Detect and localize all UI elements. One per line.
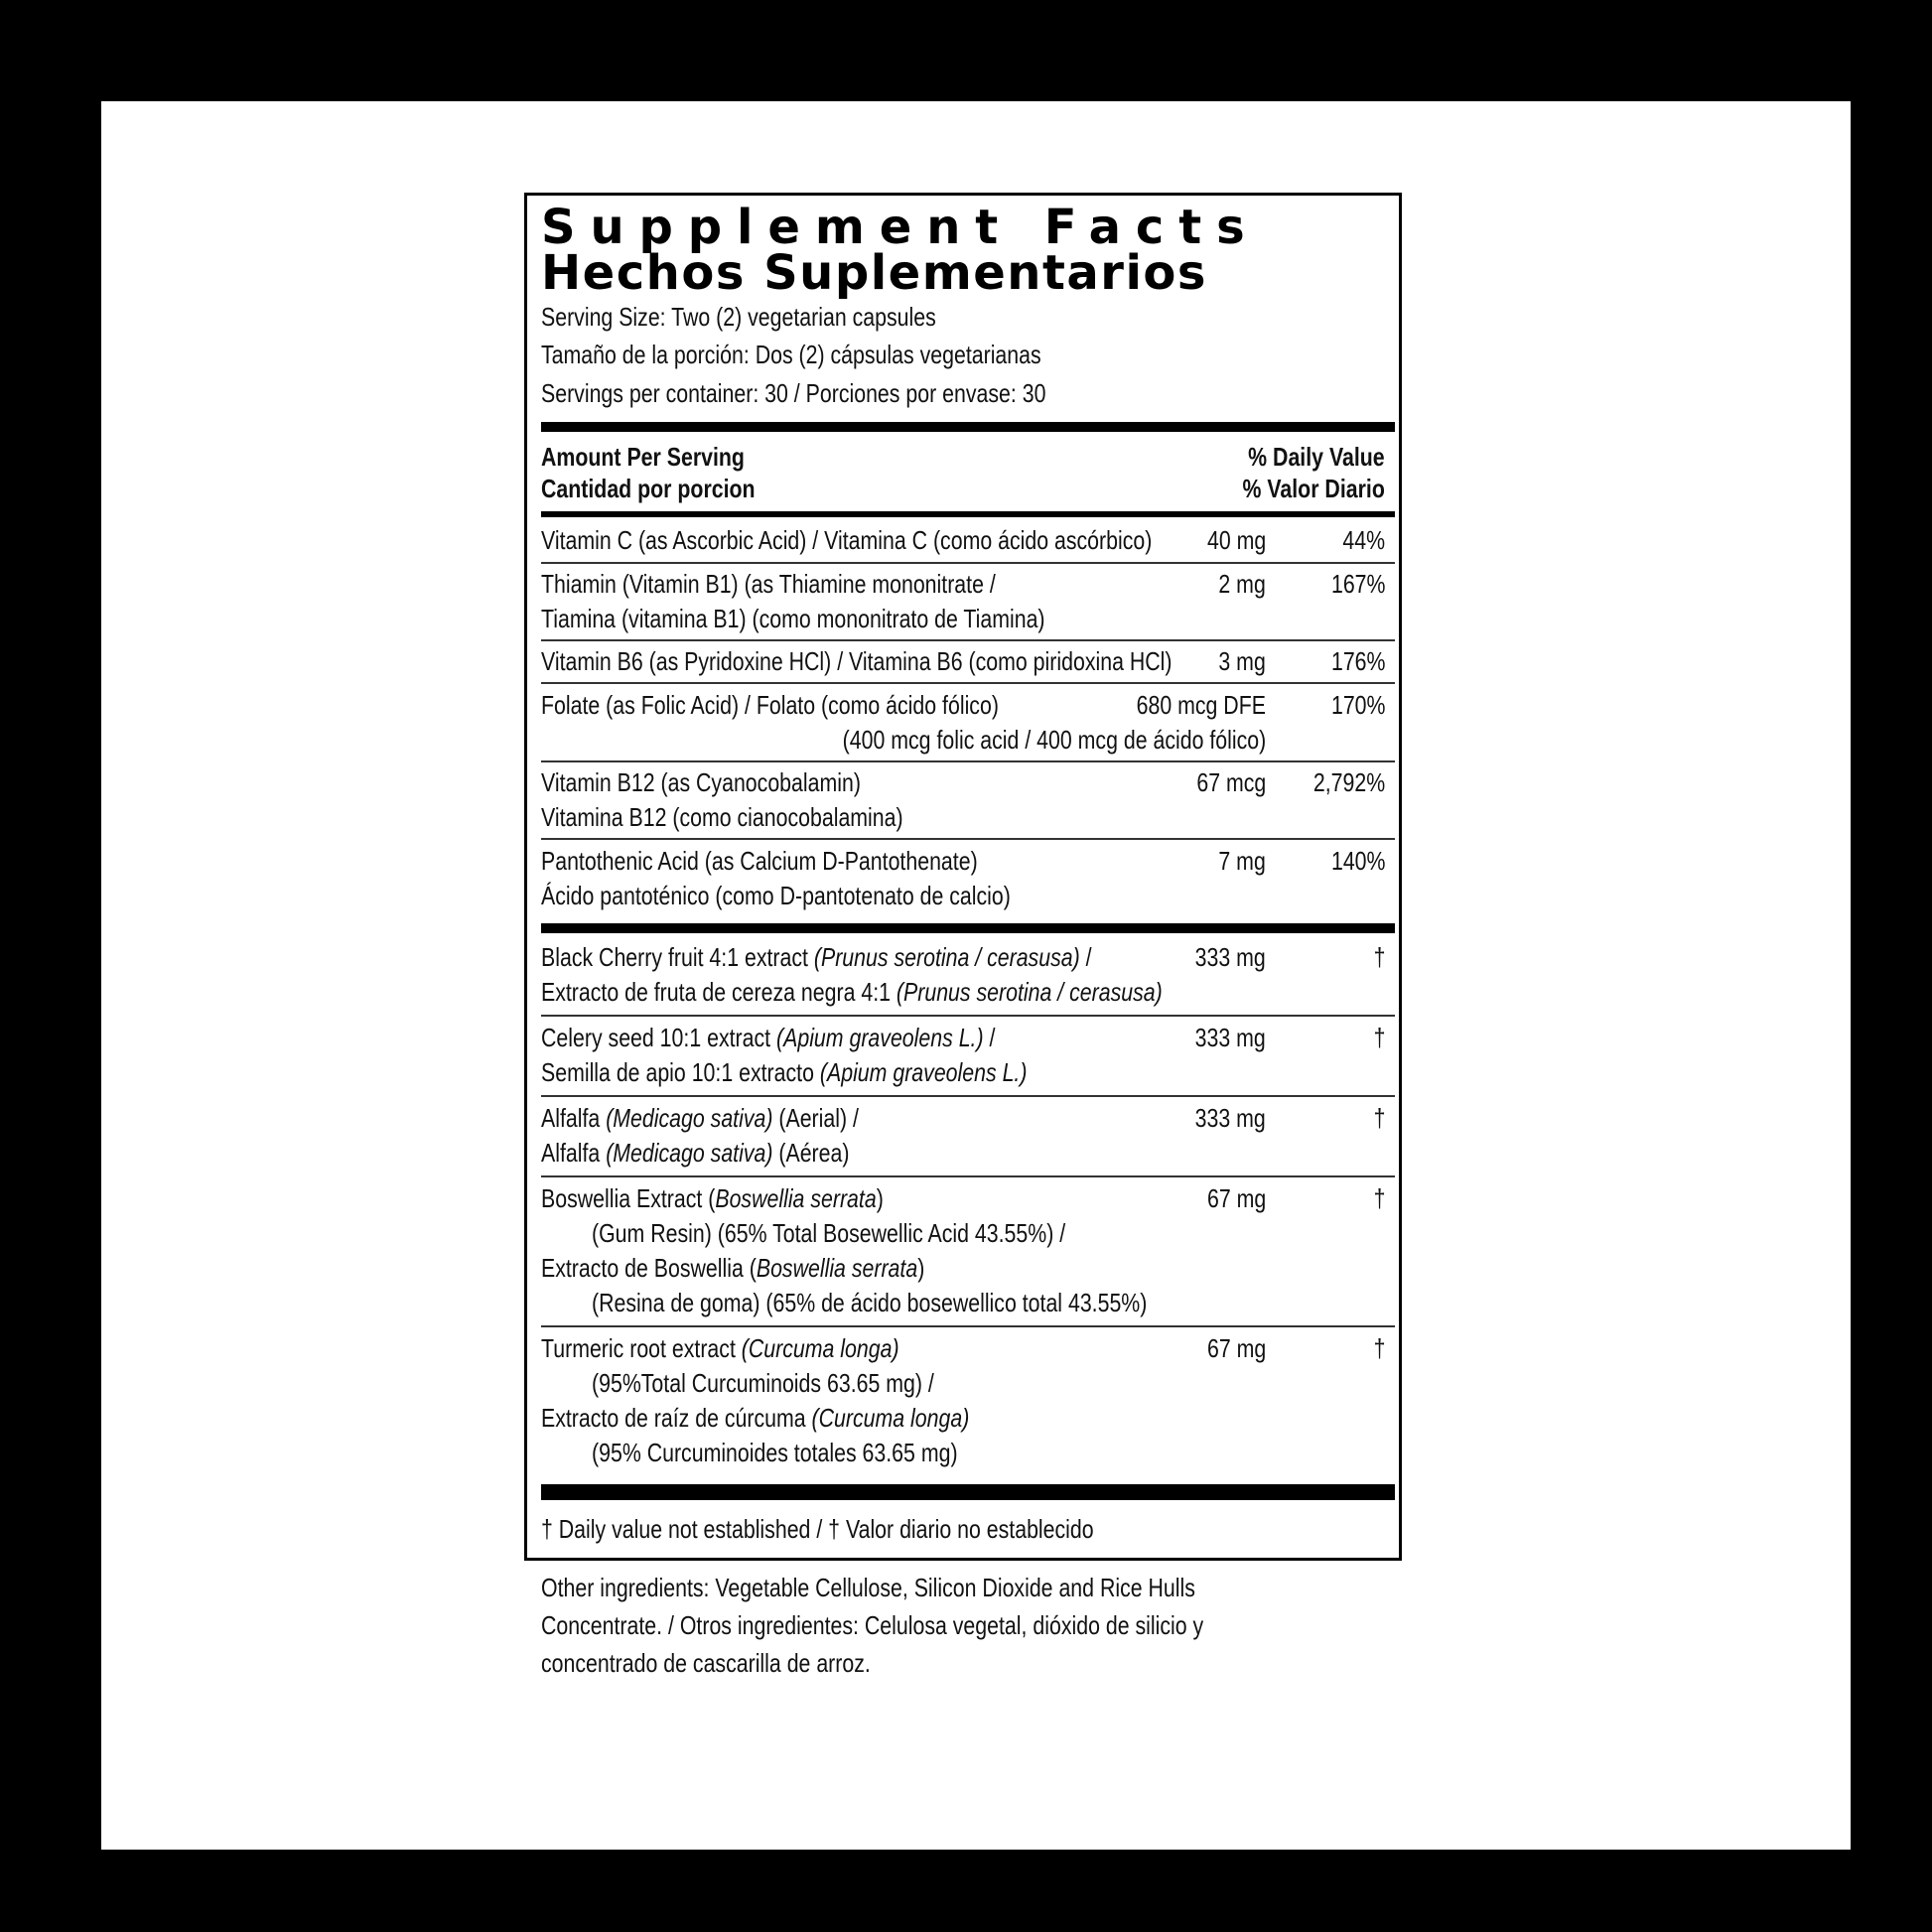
ingredient-name-es: Semilla de apio 10:1 extracto (Apium graveolens L.) (541, 1057, 1028, 1087)
nutrient-dv: 176% (1330, 646, 1385, 676)
ingredient-detail-es: (95% Curcuminoides totales 63.65 mg) (592, 1438, 958, 1467)
dagger-mark: † (1373, 1183, 1385, 1213)
row-divider (541, 639, 1395, 641)
nutrient-dv: 167% (1330, 569, 1385, 599)
ingredient-amount: 67 mg (1206, 1183, 1266, 1213)
row-divider (541, 562, 1395, 564)
amount-per-serving-header-es: Cantidad por porcion (541, 474, 756, 503)
dagger-mark: † (1373, 942, 1385, 972)
row-divider (541, 682, 1395, 684)
nutrient-name-es: Ácido pantoténico (como D-pantotenato de calcio) (541, 881, 1011, 910)
nutrient-name: Pantothenic Acid (as Calcium D-Pantothenate) (541, 846, 978, 876)
nutrient-name-es: Vitamina B12 (como cianocobalamina) (541, 802, 903, 832)
ingredient-name: Alfalfa (Medicago sativa) (Aerial) / (541, 1103, 859, 1133)
ingredient-detail: (Gum Resin) (65% Total Bosewellic Acid 43.55%) / (592, 1218, 1066, 1248)
divider-heavy (541, 1484, 1395, 1500)
nutrient-name-detail: (400 mcg folic acid / 400 mcg de ácido fólico) (842, 725, 1266, 755)
dagger-mark: † (1373, 1023, 1385, 1052)
nutrient-amount: 7 mg (1218, 846, 1266, 876)
daily-value-header: % Daily Value (1248, 442, 1385, 472)
nutrient-amount: 67 mcg (1196, 767, 1266, 797)
nutrient-name-es: Tiamina (vitamina B1) (como mononitrato de Tiamina) (541, 604, 1045, 633)
amount-per-serving-header: Amount Per Serving (541, 442, 745, 472)
row-divider (541, 1015, 1395, 1017)
servings-per-container: Servings per container: 30 / Porciones por envase: 30 (541, 378, 1046, 408)
ingredient-name-es: Extracto de raíz de cúrcuma (Curcuma longa) (541, 1403, 970, 1433)
nutrient-dv: 140% (1330, 846, 1385, 876)
nutrient-amount: 2 mg (1218, 569, 1266, 599)
ingredient-name: Black Cherry fruit 4:1 extract (Prunus serotina / cerasusa) / (541, 942, 1092, 972)
nutrient-name: Vitamin C (as Ascorbic Acid) / Vitamina C (como ácido ascórbico) (541, 525, 1153, 555)
supplement-facts-panel (524, 193, 1402, 1561)
other-ingredients-line: Concentrate. / Otros ingredientes: Celulosa vegetal, dióxido de silicio y (541, 1610, 1204, 1640)
divider-thick (541, 923, 1395, 933)
ingredient-name-es: Extracto de fruta de cereza negra 4:1 (Prunus serotina / cerasusa) (541, 977, 1163, 1007)
ingredient-detail: (95%Total Curcuminoids 63.65 mg) / (592, 1368, 934, 1398)
row-divider (541, 1175, 1395, 1177)
title-english: Supplement Facts (541, 200, 1260, 255)
footnote: † Daily value not established / † Valor diario no establecido (541, 1514, 1094, 1544)
ingredient-name: Turmeric root extract (Curcuma longa) (541, 1333, 899, 1363)
daily-value-header-es: % Valor Diario (1242, 474, 1385, 503)
ingredient-name-es: Extracto de Boswellia (Boswellia serrata) (541, 1253, 925, 1283)
nutrient-name: Thiamin (Vitamin B1) (as Thiamine mononitrate / (541, 569, 996, 599)
row-divider (541, 1325, 1395, 1327)
ingredient-detail-es: (Resina de goma) (65% de ácido bosewellico total 43.55%) (592, 1288, 1148, 1317)
title-spanish: Hechos Suplementarios (541, 245, 1207, 301)
ingredient-name: Boswellia Extract (Boswellia serrata) (541, 1183, 884, 1213)
nutrient-dv: 44% (1342, 525, 1385, 555)
ingredient-amount: 333 mg (1194, 942, 1266, 972)
nutrient-name: Vitamin B6 (as Pyridoxine HCl) / Vitamina B6 (como piridoxina HCl) (541, 646, 1173, 676)
ingredient-name-es: Alfalfa (Medicago sativa) (Aérea) (541, 1138, 850, 1168)
dagger-mark: † (1373, 1333, 1385, 1363)
other-ingredients-line: Other ingredients: Vegetable Cellulose, Silicon Dioxide and Rice Hulls (541, 1573, 1195, 1602)
divider-mid (541, 511, 1395, 517)
nutrient-amount: 3 mg (1218, 646, 1266, 676)
nutrient-dv: 2,792% (1312, 767, 1385, 797)
ingredient-amount: 67 mg (1206, 1333, 1266, 1363)
nutrient-amount: 680 mcg DFE (1136, 690, 1266, 720)
nutrient-dv: 170% (1330, 690, 1385, 720)
serving-size-es: Tamaño de la porción: Dos (2) cápsulas vegetarianas (541, 340, 1041, 369)
nutrient-name: Vitamin B12 (as Cyanocobalamin) (541, 767, 861, 797)
row-divider (541, 760, 1395, 762)
other-ingredients-line: concentrado de cascarilla de arroz. (541, 1648, 871, 1678)
dagger-mark: † (1373, 1103, 1385, 1133)
row-divider (541, 838, 1395, 840)
ingredient-amount: 333 mg (1194, 1023, 1266, 1052)
nutrient-name: Folate (as Folic Acid) / Folato (como ácido fólico) (541, 690, 999, 720)
ingredient-name: Celery seed 10:1 extract (Apium graveolens L.) / (541, 1023, 996, 1052)
serving-size: Serving Size: Two (2) vegetarian capsules (541, 302, 936, 332)
row-divider (541, 1095, 1395, 1097)
ingredient-amount: 333 mg (1194, 1103, 1266, 1133)
nutrient-amount: 40 mg (1206, 525, 1266, 555)
divider-thick (541, 422, 1395, 432)
